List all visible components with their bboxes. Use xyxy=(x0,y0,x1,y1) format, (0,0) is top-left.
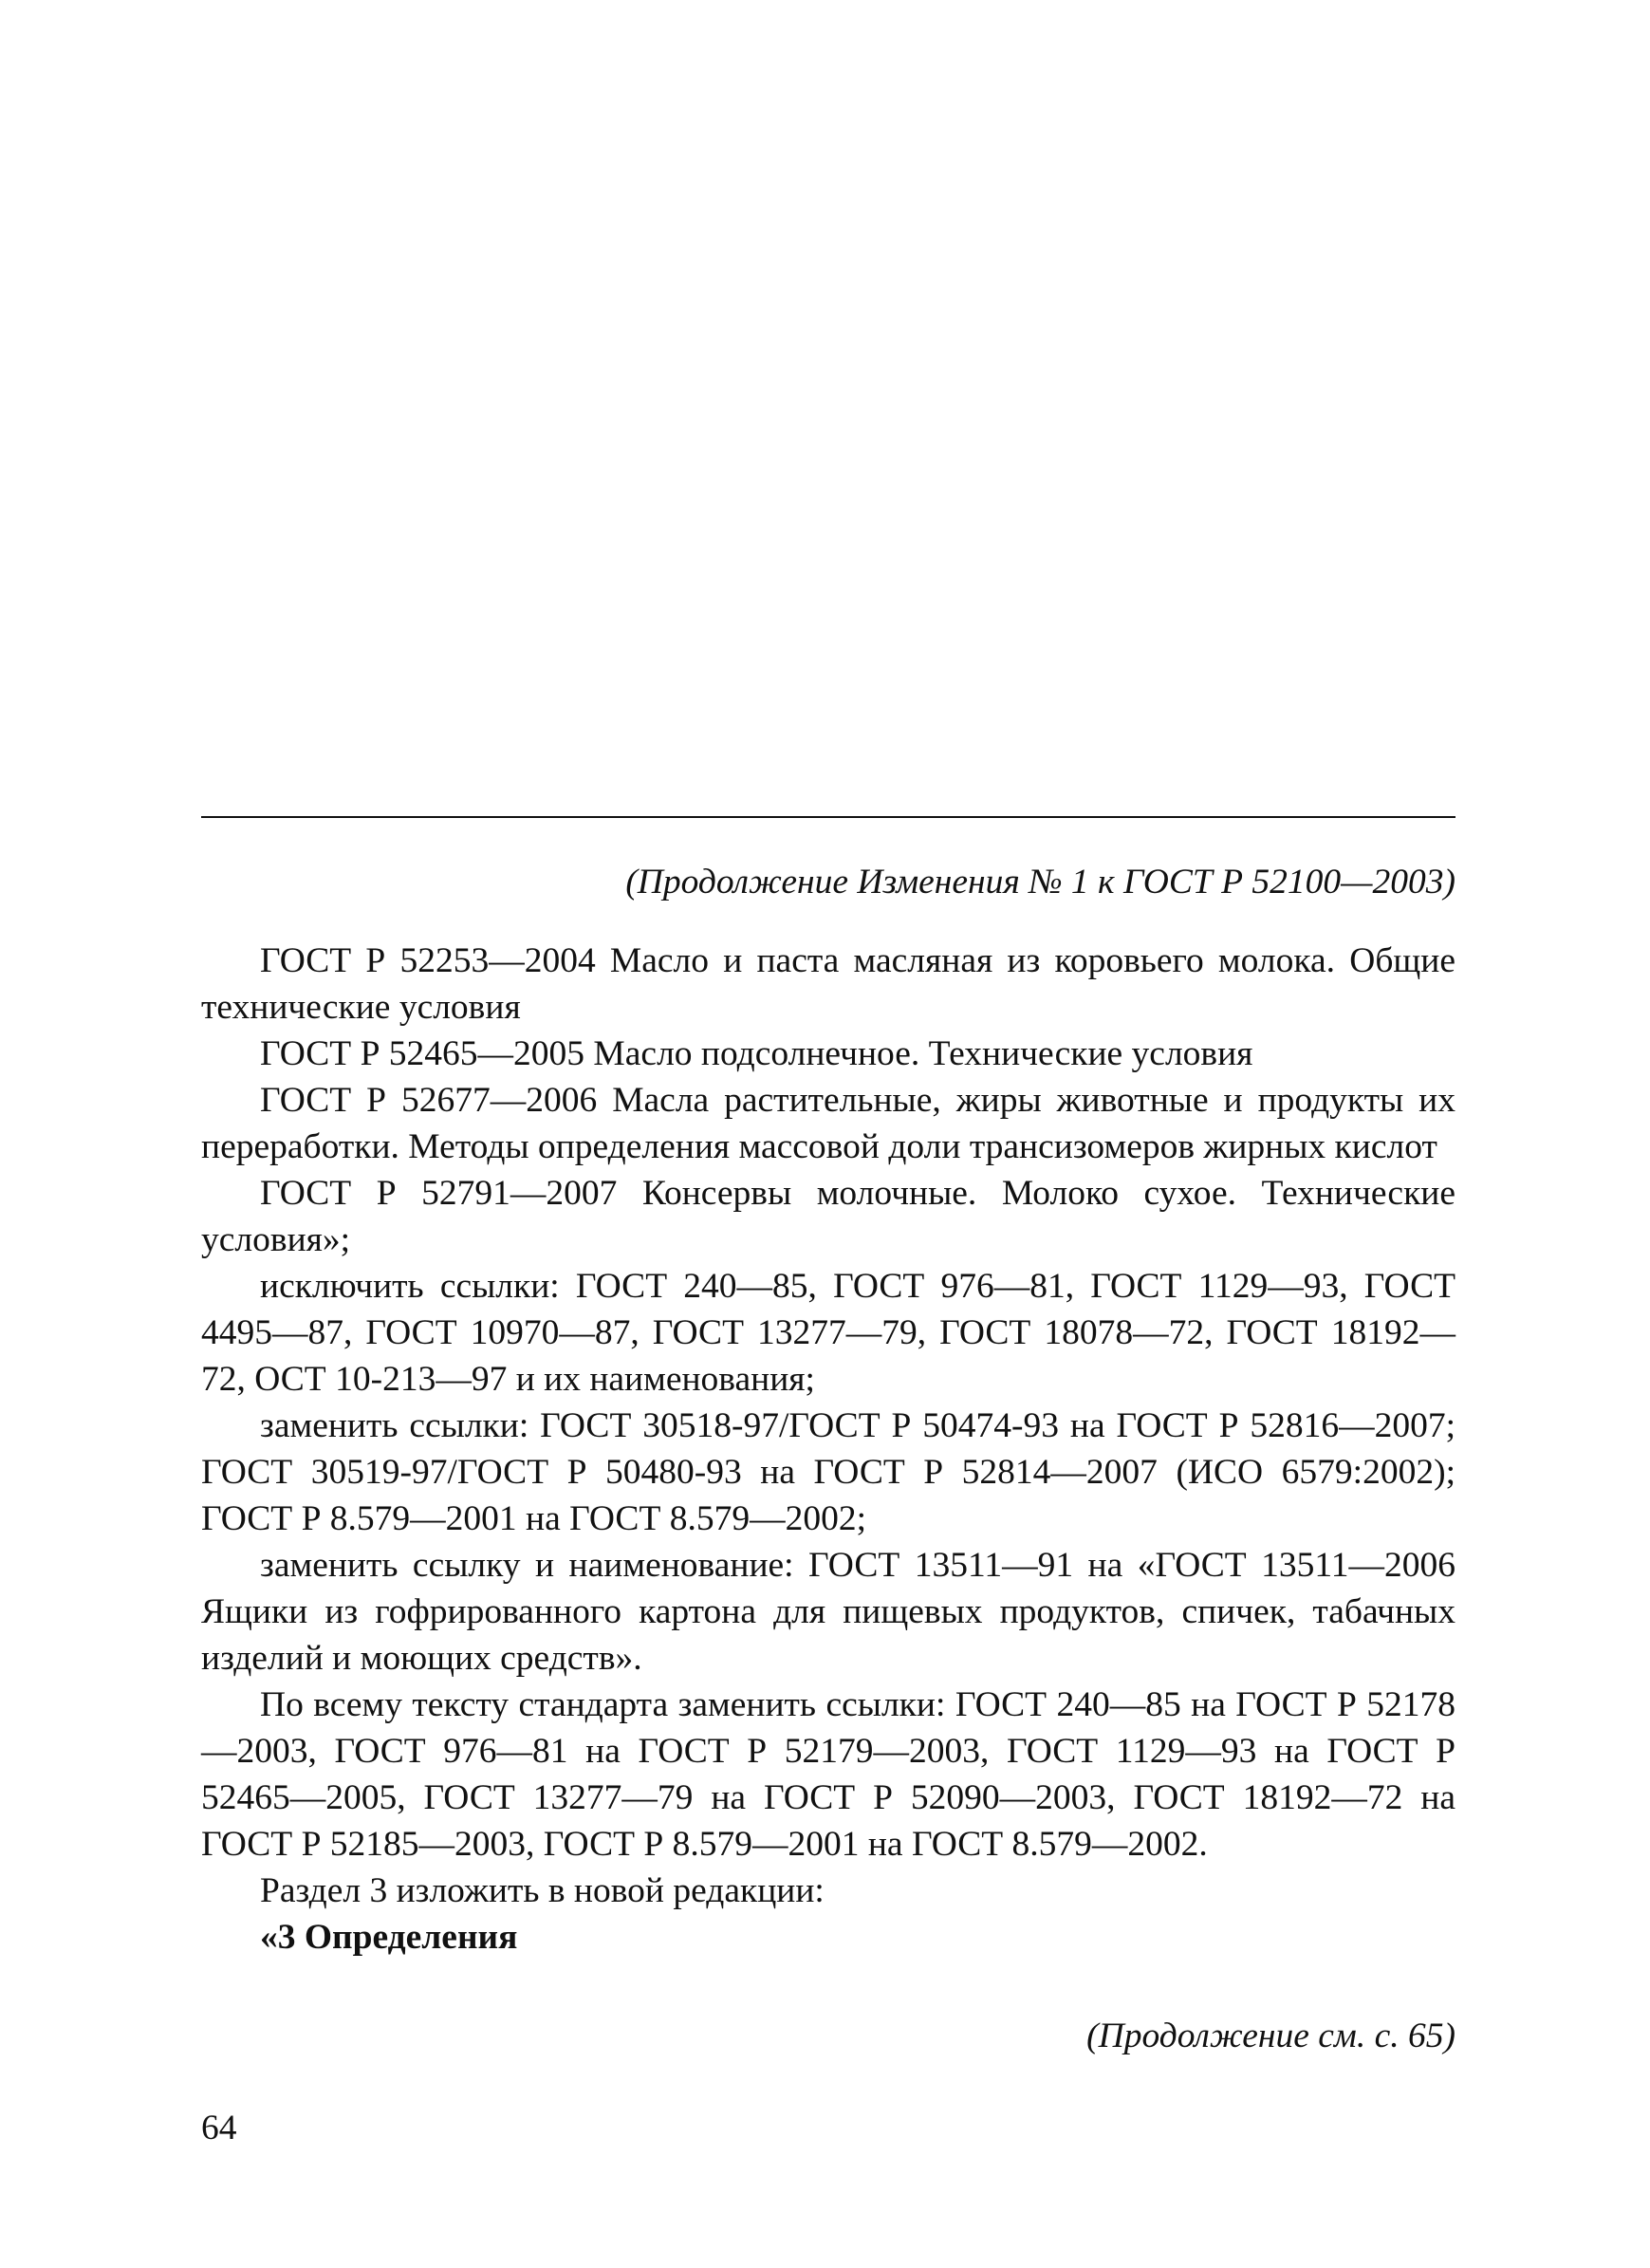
paragraph-replace-reference-and-name: заменить ссылку и наименование: ГОСТ 13511—91 на «ГОСТ 13511—2006 Ящики из гофрированного картона для пищевых продуктов, спичек, табачных изделий и моющих средств». xyxy=(201,1546,1455,1678)
paragraph-section-3-new-edition: Раздел 3 изложить в новой редакции: xyxy=(260,1871,825,1910)
paragraph-replace-throughout-text: По всему тексту стандарта заменить ссылки: ГОСТ 240—85 на ГОСТ Р 52178—2003, ГОСТ 976—81 на ГОСТ Р 52179—2003, ГОСТ 1129—93 на ГОСТ Р 52465—2005, ГОСТ 13277—79 на ГОСТ Р 52090—2003, ГОСТ 18192—72 на ГОСТ Р 52185—2003, ГОСТ Р 8.579—2001 на ГОСТ 8.579—2002. xyxy=(201,1685,1455,1864)
header-divider-line xyxy=(201,816,1455,818)
continuation-header: (Продолжение Изменения № 1 к ГОСТ Р 52100—2003) xyxy=(625,863,1455,902)
paragraph-replace-references: заменить ссылки: ГОСТ 30518-97/ГОСТ Р 50474-93 на ГОСТ Р 52816—2007; ГОСТ 30519-97/ГОСТ Р 50480-93 на ГОСТ Р 52814—2007 (ИСО 6579:2002); ГОСТ Р 8.579—2001 на ГОСТ 8.579—2002; xyxy=(201,1406,1455,1538)
section-heading-definitions: «3 Определения xyxy=(260,1918,518,1957)
paragraph-gost-52791: ГОСТ Р 52791—2007 Консервы молочные. Молоко сухое. Технические условия»; xyxy=(201,1174,1455,1259)
page-number: 64 xyxy=(201,2109,237,2147)
paragraph-gost-52677: ГОСТ Р 52677—2006 Масла растительные, жиры животные и продукты их переработки. Методы определения массовой доли трансизомеров жирных кислот xyxy=(201,1081,1455,1166)
continued-note: (Продолжение см. с. 65) xyxy=(1086,2017,1455,2055)
document-page-content xyxy=(201,859,1455,2059)
paragraph-gost-52465: ГОСТ Р 52465—2005 Масло подсолнечное. Технические условия xyxy=(260,1034,1253,1073)
paragraph-exclude-references: исключить ссылки: ГОСТ 240—85, ГОСТ 976—81, ГОСТ 1129—93, ГОСТ 4495—87, ГОСТ 10970—87, ГОСТ 13277—79, ГОСТ 18078—72, ГОСТ 18192—72, ОСТ 10-213—97 и их наименования; xyxy=(201,1267,1455,1399)
paragraph-gost-52253: ГОСТ Р 52253—2004 Масло и паста масляная из коровьего молока. Общие технические условия xyxy=(201,941,1455,1027)
